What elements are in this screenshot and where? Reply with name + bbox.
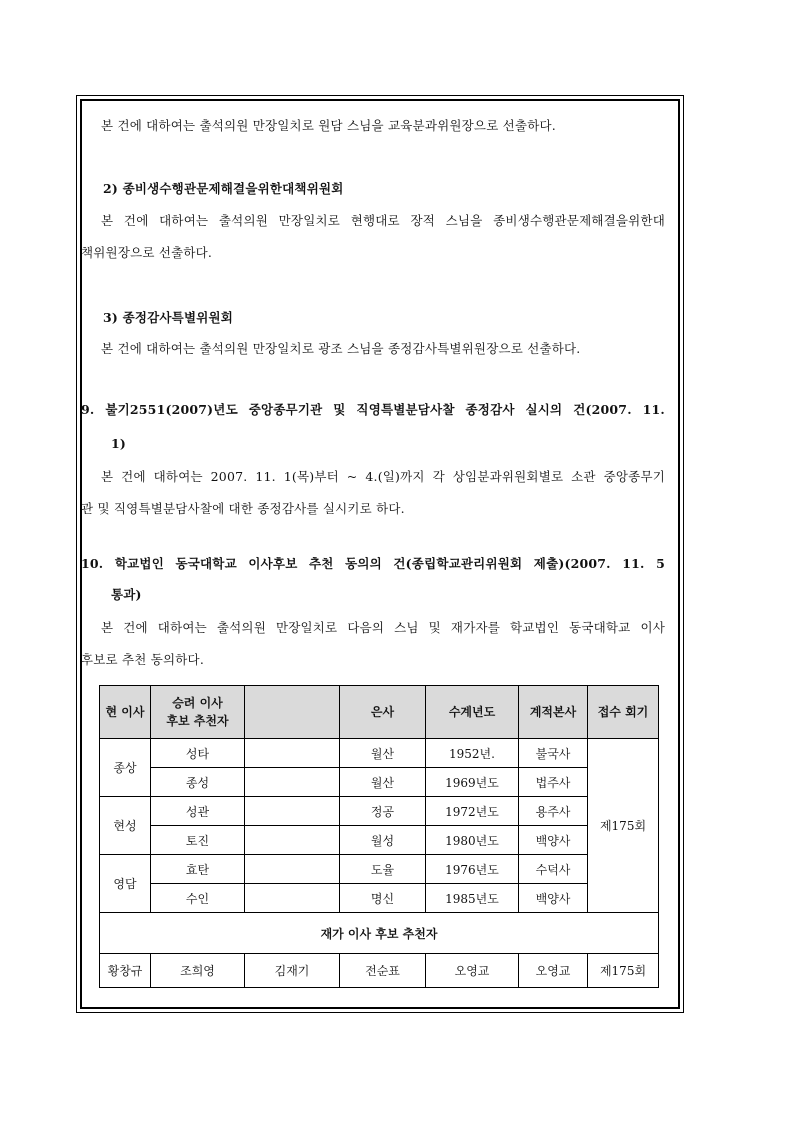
table-header-row (100, 686, 659, 739)
paragraph-education-chair: 본 건에 대하여는 출석의원 만장일치로 원담 스님을 교육분과위원장으로 선출하다. (101, 118, 556, 133)
current-director-cell: 현성 (100, 797, 151, 855)
heading-audit-committee: 3) 종정감사특별위원회 (103, 310, 234, 325)
paragraph-audit-schedule-line1: 본 건에 대하여는 2007. 11. 1(목)부터 ~ 4.(일)까지 각 상임분과위원회별로 소관 중앙종무기 (101, 469, 665, 484)
header-ordination-year: 수계년도 (426, 686, 519, 739)
lay-candidate-title-row (100, 913, 659, 954)
candidate-name-cell: 성관 (151, 797, 245, 826)
candidate-name-cell: 성타 (151, 739, 245, 768)
header-monk-candidate (151, 686, 245, 739)
master-cell: 정공 (340, 797, 426, 826)
paragraph-audit-schedule-line2: 관 및 직영특별분담사찰에 대한 종정감사를 실시키로 하다. (81, 501, 405, 516)
temple-cell: 법주사 (519, 768, 588, 797)
header-blank (245, 686, 340, 739)
lay-candidate-cell: 황창규 (100, 954, 151, 988)
lay-session-cell: 제175회 (588, 954, 659, 988)
master-cell: 월산 (340, 739, 426, 768)
blank-cell (245, 826, 340, 855)
lay-candidate-cell: 김재기 (245, 954, 340, 988)
candidate-name-cell: 토진 (151, 826, 245, 855)
lay-candidate-row (100, 954, 659, 988)
candidate-name-cell: 수인 (151, 884, 245, 913)
board-candidate-table (99, 685, 659, 988)
blank-cell (245, 797, 340, 826)
lay-candidate-cell: 전순표 (340, 954, 426, 988)
blank-cell (245, 768, 340, 797)
table-row (100, 855, 659, 884)
header-session: 접수 회기 (588, 686, 659, 739)
table-row (100, 797, 659, 826)
item-9-title-line2: 1) (111, 436, 127, 451)
candidate-name-cell: 효탄 (151, 855, 245, 884)
current-director-cell: 종상 (100, 739, 151, 797)
master-cell: 도율 (340, 855, 426, 884)
master-cell: 월산 (340, 768, 426, 797)
header-master: 은사 (340, 686, 426, 739)
year-cell: 1972년도 (426, 797, 519, 826)
lay-candidate-title: 재가 이사 후보 추천자 (100, 913, 659, 954)
item-10-title-line1: 10. 학교법인 동국대학교 이사후보 추천 동의의 건(종립학교관리위원회 제출)(2007. 11. 5 (81, 556, 665, 571)
temple-cell: 용주사 (519, 797, 588, 826)
lay-candidate-cell: 조희영 (151, 954, 245, 988)
year-cell: 1976년도 (426, 855, 519, 884)
header-monk-candidate-line1: 승려 이사 (172, 696, 223, 710)
header-monk-candidate-line2: 후보 추천자 (166, 714, 229, 728)
year-cell: 1969년도 (426, 768, 519, 797)
item-10-title-line2: 통과) (111, 587, 142, 602)
header-current-director: 현 이사 (100, 686, 151, 739)
lay-candidate-cell: 오영교 (426, 954, 519, 988)
master-cell: 명신 (340, 884, 426, 913)
temple-cell: 수덕사 (519, 855, 588, 884)
temple-cell: 백양사 (519, 884, 588, 913)
item-9-title-line1: 9. 불기2551(2007)년도 중앙종무기관 및 직영특별분담사찰 종정감사 실시의 건(2007. 11. (81, 402, 665, 417)
current-director-cell: 영담 (100, 855, 151, 913)
temple-cell: 불국사 (519, 739, 588, 768)
paragraph-audit-chair: 본 건에 대하여는 출석의원 만장일치로 광조 스님을 종정감사특별위원장으로 선출하다. (101, 341, 581, 356)
blank-cell (245, 855, 340, 884)
master-cell: 월성 (340, 826, 426, 855)
year-cell: 1980년도 (426, 826, 519, 855)
paragraph-board-nomination-line2: 후보로 추천 동의하다. (81, 652, 204, 667)
header-home-temple: 계적본사 (519, 686, 588, 739)
blank-cell (245, 739, 340, 768)
table-row (100, 768, 659, 797)
session-cell: 제175회 (588, 739, 659, 913)
paragraph-scholarship-line1: 본 건에 대하여는 출석의원 만장일치로 현행대로 장적 스님을 종비생수행관문제해결을위한대 (101, 213, 665, 228)
lay-candidate-cell: 오영교 (519, 954, 588, 988)
paragraph-board-nomination-line1: 본 건에 대하여는 출석의원 만장일치로 다음의 스님 및 재가자를 학교법인 동국대학교 이사 (101, 620, 665, 635)
table-row (100, 739, 659, 768)
year-cell: 1985년도 (426, 884, 519, 913)
candidate-name-cell: 종성 (151, 768, 245, 797)
heading-scholarship-committee: 2) 종비생수행관문제해결을위한대책위원회 (103, 181, 344, 196)
table-row (100, 826, 659, 855)
blank-cell (245, 884, 340, 913)
paragraph-scholarship-line2: 책위원장으로 선출하다. (81, 245, 213, 260)
table-row (100, 884, 659, 913)
year-cell: 1952년. (426, 739, 519, 768)
temple-cell: 백양사 (519, 826, 588, 855)
